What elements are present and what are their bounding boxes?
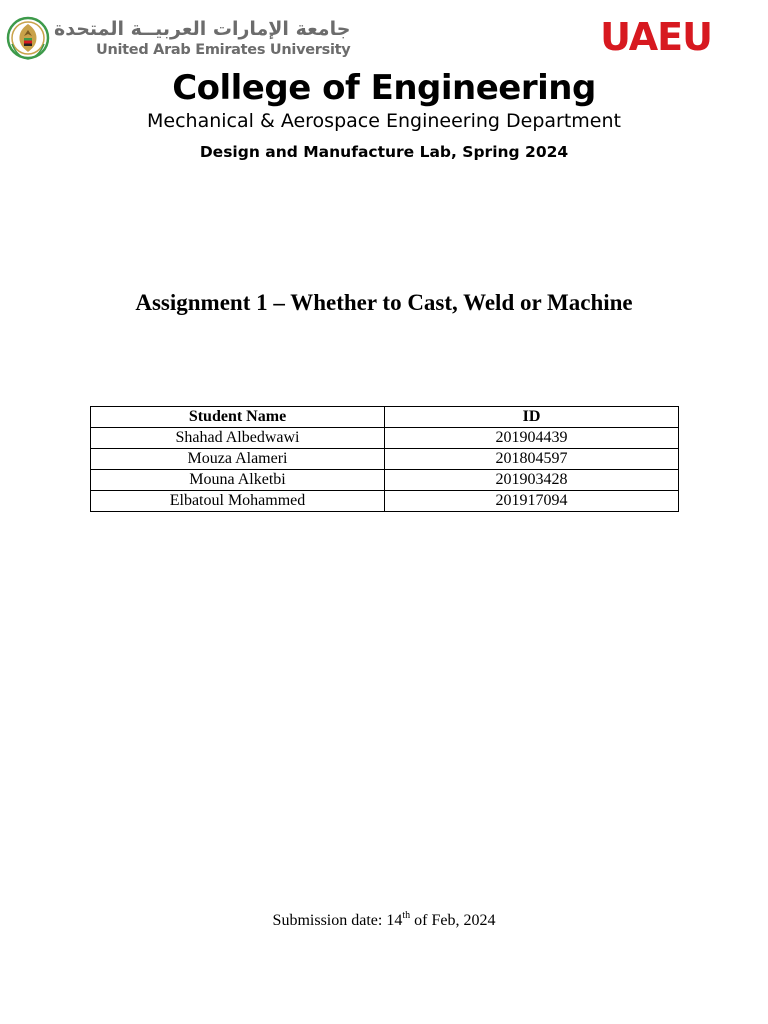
column-header-id: ID [385, 407, 679, 428]
column-header-student-name: Student Name [91, 407, 385, 428]
table-row [91, 470, 679, 491]
university-name-arabic: جامعة الإمارات العربيــة المتحدة [54, 18, 351, 40]
student-id-cell: 201917094 [385, 491, 679, 512]
university-name-english: United Arab Emirates University [96, 42, 351, 58]
table-row [91, 449, 679, 470]
uaeu-brand-logo: UAEU [600, 15, 712, 59]
student-name-cell: Mouza Alameri [91, 449, 385, 470]
submission-date-superscript: th [402, 909, 411, 921]
uae-emblem-icon [6, 14, 50, 62]
student-id-cell: 201903428 [385, 470, 679, 491]
table-row [91, 428, 679, 449]
submission-date-suffix: of Feb, 2024 [410, 912, 496, 929]
lab-title: Design and Manufacture Lab, Spring 2024 [199, 143, 569, 161]
college-title: College of Engineering [172, 68, 596, 108]
uaeu-logo [6, 14, 350, 62]
students-table [90, 406, 679, 512]
student-name-cell: Elbatoul Mohammed [91, 491, 385, 512]
submission-date-prefix: Submission date: 14 [272, 912, 403, 929]
table-header-row [91, 407, 679, 428]
department-title: Mechanical & Aerospace Engineering Department [147, 110, 621, 132]
submission-date [0, 910, 768, 932]
student-id-cell: 201804597 [385, 449, 679, 470]
student-name-cell: Mouna Alketbi [91, 470, 385, 491]
student-name-cell: Shahad Albedwawi [91, 428, 385, 449]
assignment-title: Assignment 1 – Whether to Cast, Weld or Machine [135, 290, 633, 315]
student-id-cell: 201904439 [385, 428, 679, 449]
table-row [91, 491, 679, 512]
